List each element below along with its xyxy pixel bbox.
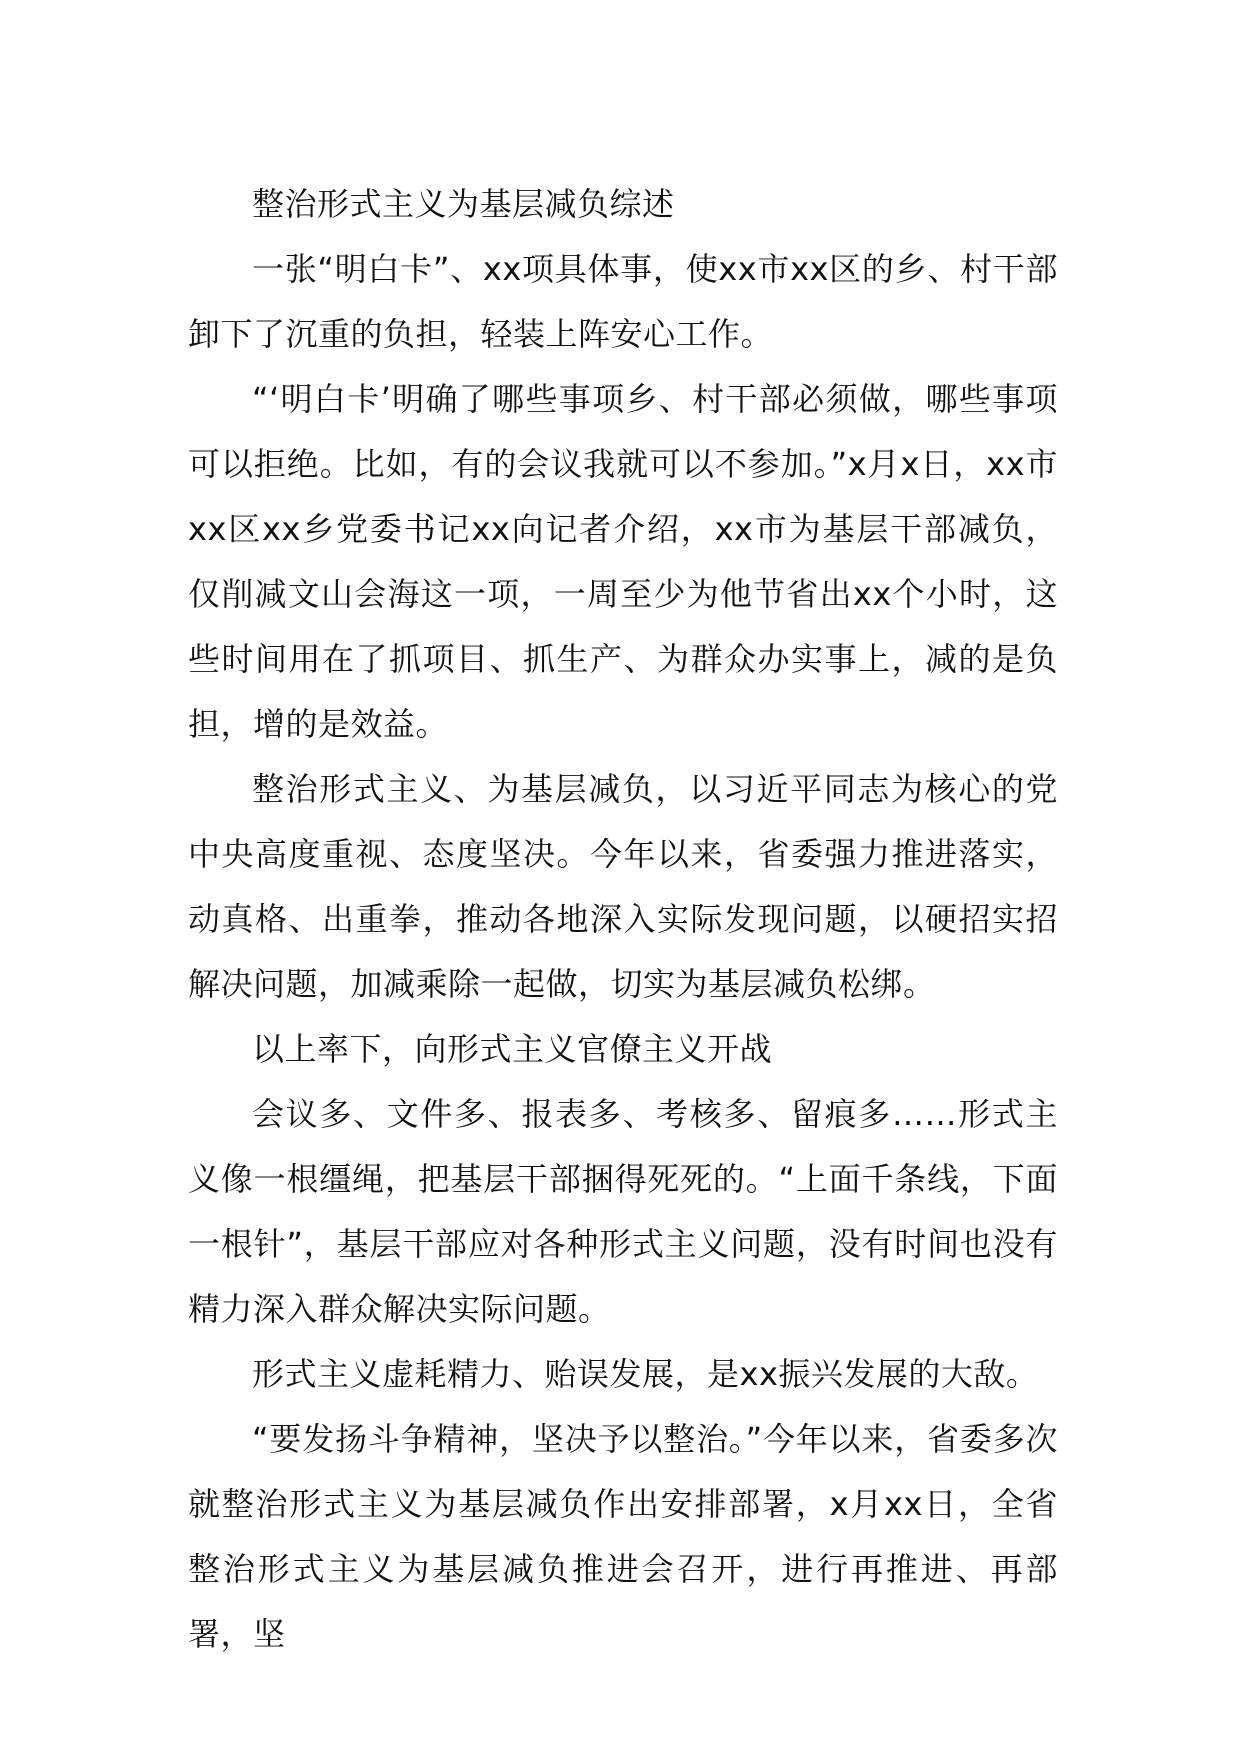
document-title: 整治形式主义为基层减负综述 — [252, 185, 675, 223]
paragraph-6: “要发扬斗争精神，坚决予以整治。”今年以来，省委多次就整治形式主义为基层减负作出安排部署，x月xx日，全省整治形式主义为基层减负推进会召开，进行再推进、再部署，坚 — [188, 1420, 1058, 1653]
section-heading: 以上率下，向形式主义官僚主义开战 — [252, 1030, 773, 1068]
paragraph-2: “‘明白卡’明确了哪些事项乡、村干部必须做，哪些事项可以拒绝。比如，有的会议我就可以不参加。”x月x日，xx市xx区xx乡党委书记xx向记者介绍，xx市为基层干部减负，仅削减文山会海这一项，一周至少为他节省出xx个小时，这些时间用在了抓项目、抓生产、为群众办实事上，减的是负担，增的是效益。 — [188, 380, 1058, 743]
paragraph-3: 整治形式主义、为基层减负，以习近平同志为核心的党中央高度重视、态度坚决。今年以来，省委强力推进落实，动真格、出重拳，推动各地深入实际发现问题，以硬招实招解决问题，加减乘除一起做，切实为基层减负松绑。 — [188, 770, 1058, 1003]
document-body — [188, 172, 1058, 1667]
paragraph-1: 一张“明白卡”、xx项具体事，使xx市xx区的乡、村干部卸下了沉重的负担，轻装上阵安心工作。 — [188, 250, 1058, 353]
paragraph-5: 形式主义虚耗精力、贻误发展，是xx振兴发展的大敌。 — [252, 1355, 1039, 1393]
paragraph-4: 会议多、文件多、报表多、考核多、留痕多……形式主义像一根缰绳，把基层干部捆得死死的。“上面千条线，下面一根针”，基层干部应对各种形式主义问题，没有时间也没有精力深入群众解决实际问题。 — [188, 1095, 1058, 1328]
